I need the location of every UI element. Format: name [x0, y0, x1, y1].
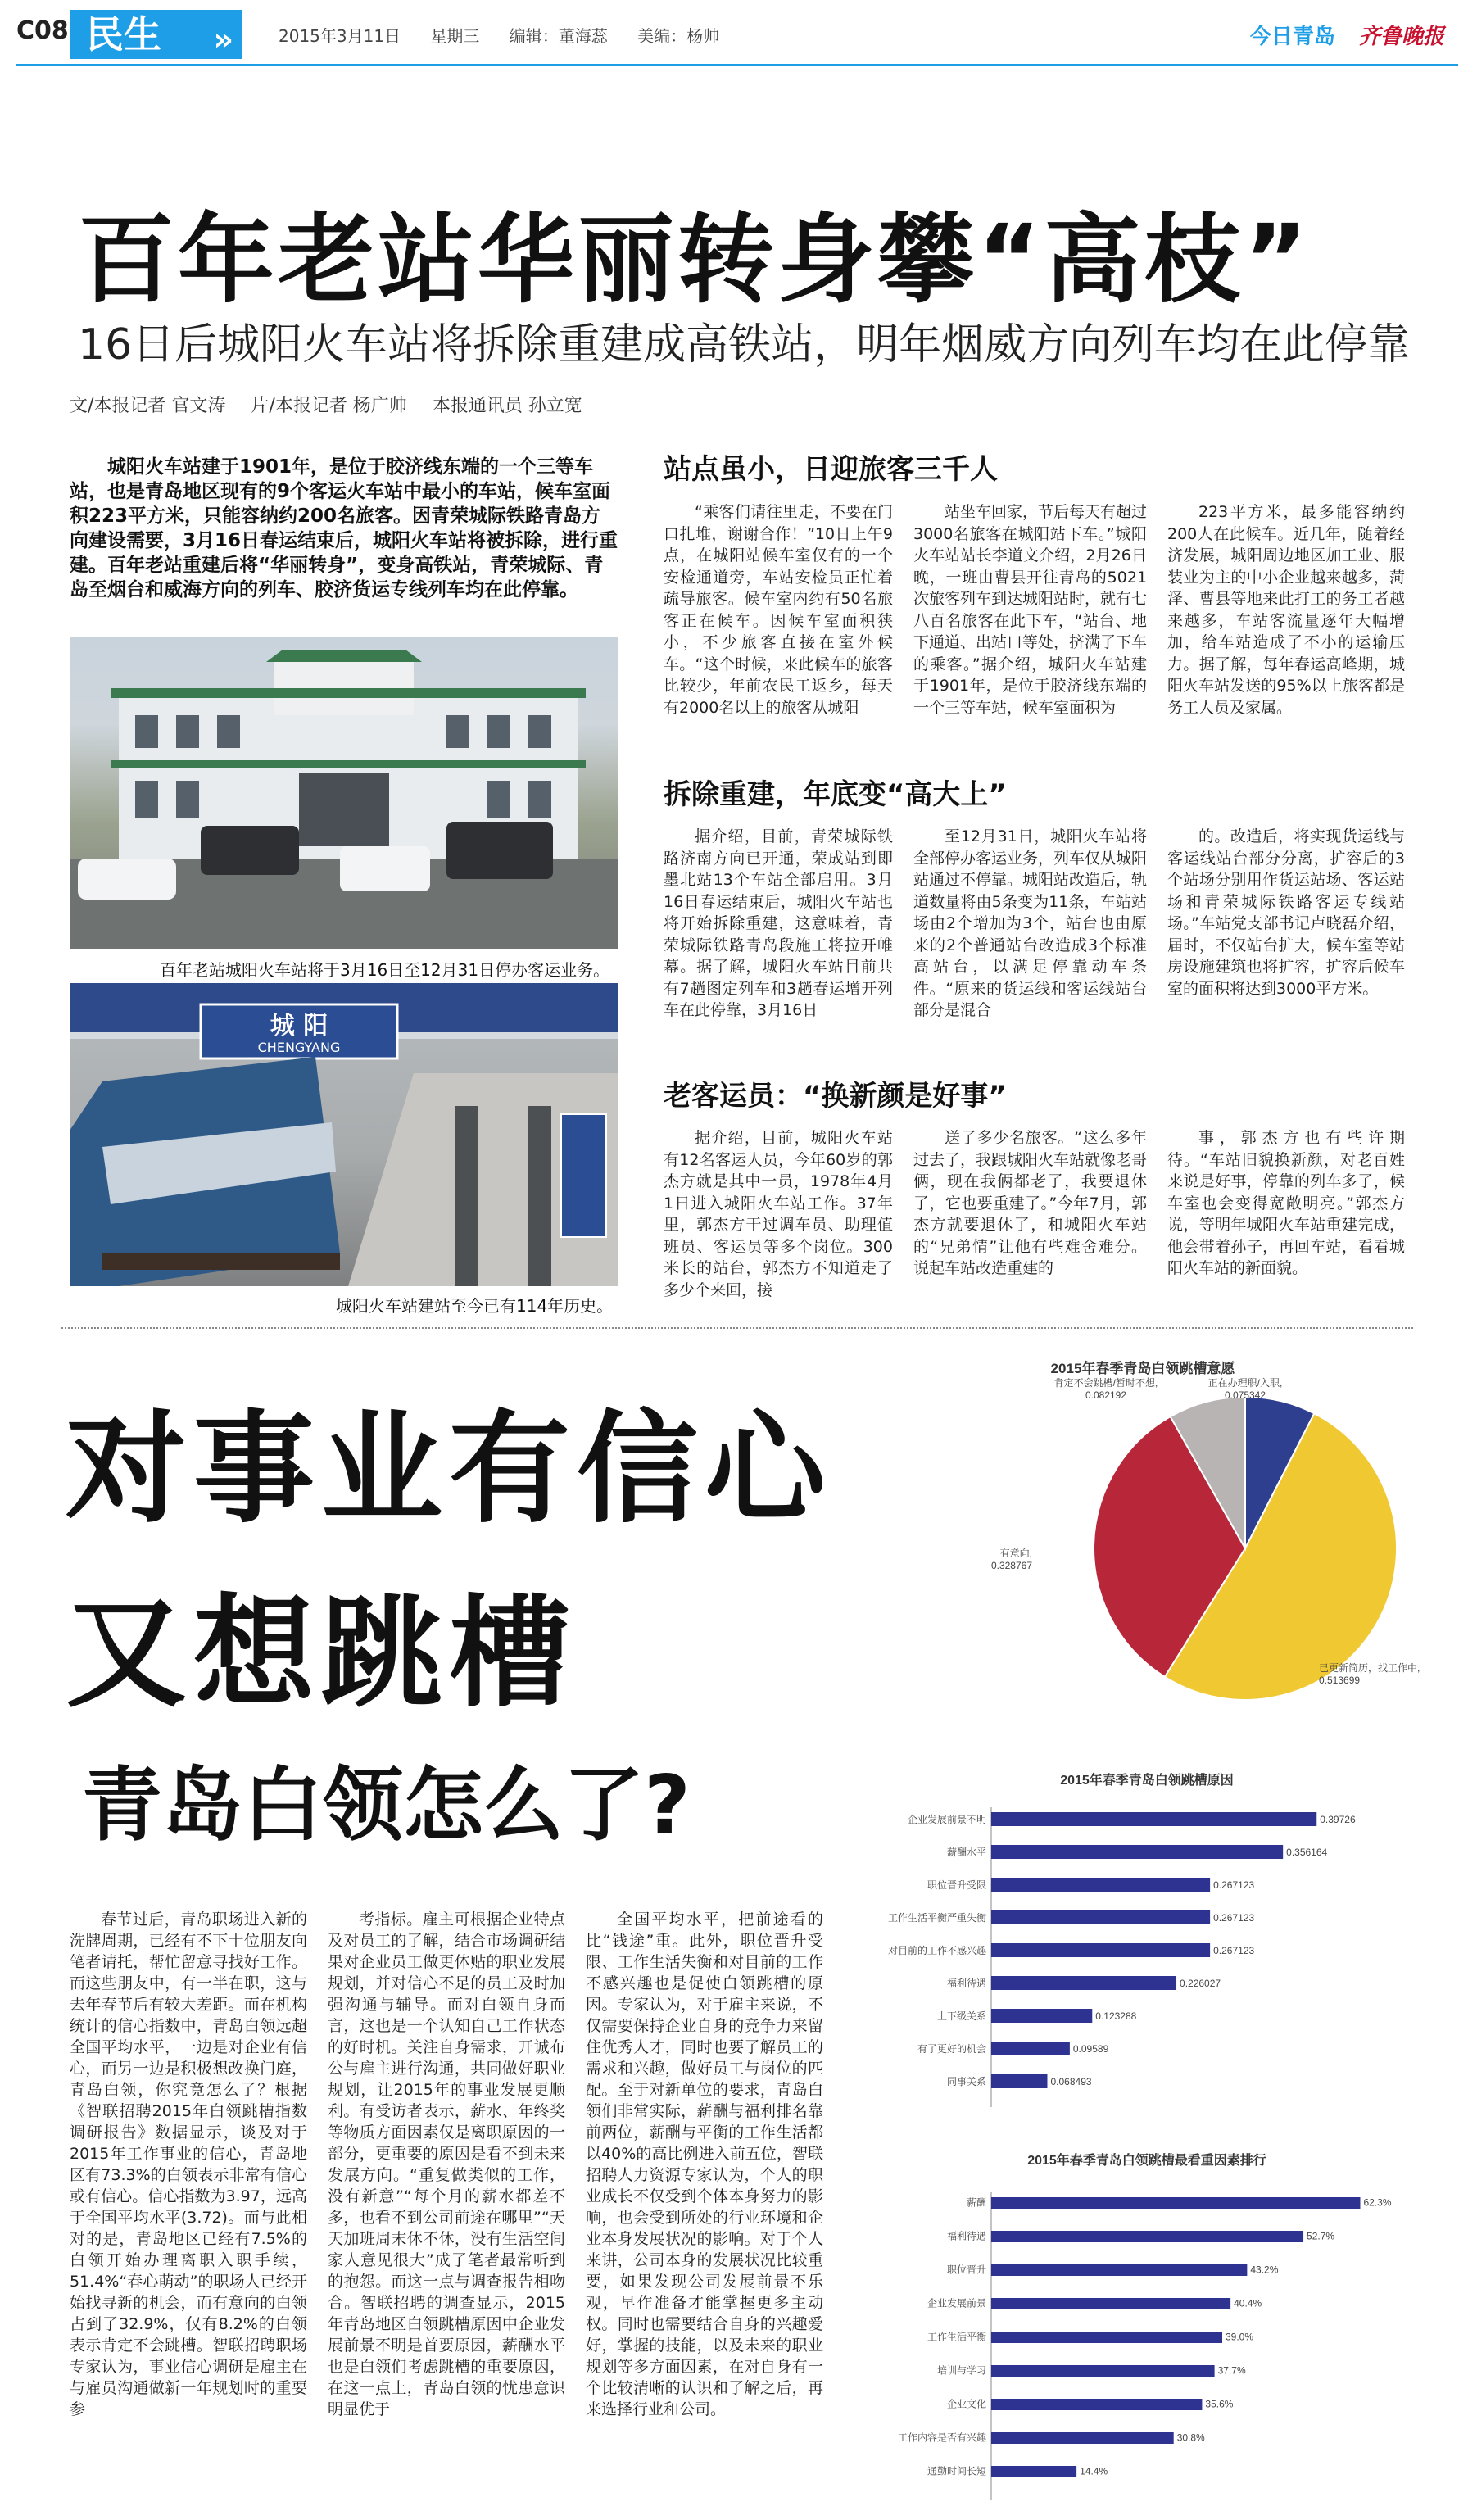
- bar-chart-factors-panel: [868, 2138, 1425, 2507]
- station-sign-en: CHENGYANG: [257, 1040, 341, 1055]
- issue-editor: 编辑：董海蕊: [509, 26, 608, 46]
- station-building-illustration: [70, 637, 618, 949]
- section-label: 民生: [86, 12, 161, 57]
- bar: [991, 2432, 1174, 2444]
- bar-value-label: 39.0%: [1226, 2331, 1254, 2343]
- bar-value-label: 0.356164: [1286, 1846, 1328, 1858]
- section1-col3: [1167, 501, 1405, 747]
- article2-col2: [328, 1909, 565, 2507]
- paragraph: 223平方米，最多能容纳约200人在此候车。近几年，随着经济发展，城阳周边地区加工业、服装业为主的中小企业越来越多，菏泽、曹县等地来此打工的务工者越来越多，车站客流量逐年大幅增加，给车站造成了不小的运输压力。据了解，每年春运高峰期，城阳火车站发送的95%以上旅客都是务工人员及家属。: [1167, 503, 1405, 717]
- section2-col1: [664, 826, 893, 1055]
- bar-category-label: 企业文化: [946, 2398, 986, 2410]
- paragraph: 的。改造后，将实现货运线与客运线站台部分分离，扩容后的3个站场分别用作货运站场、客运站场和青荣城际铁路客运专线站场。”车站党支部书记卢晓磊介绍，届时，不仅站台扩大，候车室等站房设施建筑也将扩容，扩容后候车室的面积将达到3000平方米。: [1167, 827, 1405, 998]
- page-header: [0, 0, 1477, 66]
- section2-col3: [1167, 826, 1405, 1055]
- article2-col1: [70, 1909, 307, 2507]
- page-number: C08: [16, 16, 69, 45]
- section3-col2: [913, 1127, 1147, 1316]
- article2-headline-line1: 对事业有信心: [66, 1398, 832, 1539]
- bar-category-label: 上下级关系: [936, 2010, 986, 2022]
- section-tag: [70, 10, 242, 59]
- article1-subhead: 16日后城阳火车站将拆除重建成高铁站，明年烟威方向列车均在此停靠: [78, 320, 1411, 369]
- bar: [991, 2009, 1092, 2023]
- pie-slice-value-label: 0.513699: [1319, 1675, 1361, 1686]
- article2-headline-line2: 又想跳槽: [66, 1583, 577, 1724]
- bar-value-label: 0.068493: [1050, 2075, 1092, 2087]
- double-chevron-icon: »: [213, 21, 233, 57]
- station-platform-photo: [70, 983, 618, 1286]
- issue-date: 2015年3月11日: [279, 26, 401, 46]
- photo1-caption: 百年老站城阳火车站将于3月16日至12月31日停办客运业务。: [160, 960, 610, 980]
- article2-col3: [586, 1909, 823, 2507]
- bar-value-label: 37.7%: [1217, 2364, 1246, 2377]
- section1-col1: [664, 501, 893, 747]
- bar-value-label: 35.6%: [1205, 2398, 1234, 2410]
- header-rule: [16, 64, 1458, 66]
- pie-chart-panel: [860, 1327, 1425, 1737]
- bar-category-label: 企业发展前景不明: [907, 1813, 986, 1825]
- section1-col2: [913, 501, 1147, 747]
- bar-category-label: 有了更好的机会: [917, 2042, 986, 2055]
- bar: [991, 1910, 1210, 1924]
- byline-correspondent: 本报通讯员 孙立宽: [432, 396, 582, 416]
- bar-value-label: 0.267123: [1213, 1911, 1255, 1924]
- bar-value-label: 0.39726: [1320, 1813, 1356, 1825]
- section1-title: 站点虽小，日迎旅客三千人: [664, 453, 998, 486]
- section3-col3: [1167, 1127, 1405, 1316]
- bar: [991, 2264, 1247, 2276]
- bar-chart-reasons-panel: [868, 1761, 1425, 2122]
- bar-category-label: 福利待遇: [946, 1977, 986, 1989]
- bar-value-label: 0.123288: [1095, 2010, 1137, 2022]
- bar-category-label: 薪酬: [966, 2196, 986, 2209]
- station-sign-cn: 城 阳: [270, 1012, 328, 1040]
- article1-byline: [70, 392, 602, 417]
- bar-category-label: 工作生活平衡严重失衡: [887, 1911, 986, 1924]
- bar: [991, 2298, 1230, 2309]
- paragraph: 事，郭杰方也有些许期待。“车站旧貌换新颜，对老百姓来说是好事，停靠的列车多了，候车室也会变得宽敞明亮。”郭杰方说，等明年城阳火车站重建完成，他会带着孙子，再回车站，看看城阳火车站的新面貌。: [1167, 1129, 1405, 1277]
- bar-value-label: 62.3%: [1363, 2196, 1392, 2209]
- issue-meta: [279, 23, 744, 47]
- bar-category-label: 通勤时间长短: [927, 2465, 986, 2477]
- bar-category-label: 培训与学习: [936, 2364, 986, 2377]
- bar-category-label: 企业发展前景: [927, 2297, 986, 2309]
- paragraph: 春节过后，青岛职场进入新的洗牌周期，已经有不下十位朋友向笔者请托，帮忙留意寻找好工作。而这些朋友中，有一半在职，这与去年春节后有较大差距。而在机构统计的信心指数中，青岛白领远超全国平均水平，一边是对企业有信心，而另一边是积极想改换门庭，青岛白领，你究竟怎么了？根据《智联招聘2015年白领跳槽指数调研报告》数据显示，谈及对于2015年工作事业的信心，青岛地区有73.3%的白领表示非常有信心或有信心。信心指数为3.97，远高于全国平均水平(3.72)。而与此相对的是，青岛地区已经有7.5%的白领开始办理离职入职手续，51.4%“春心萌动”的职场人已经开始找寻新的机会，而有意向的白领占到了32.9%，仅有8.2%的白领表示肯定不会跳槽。智联招聘职场专家认为，事业信心调研是雇主在与雇员沟通做新一年规划时的重要参: [70, 1910, 307, 2418]
- bar: [991, 1878, 1210, 1892]
- bar-value-label: 43.2%: [1250, 2264, 1279, 2276]
- paragraph: 考指标。雇主可根据企业特点及对员工的了解，结合市场调研结果对企业员工做更体贴的职业发展规划，并对信心不足的员工及时加强沟通与辅导。而对白领自身而言，这也是一个认知自己工作状态的好时机。关注自身需求，开诚布公与雇主进行沟通，共同做好职业规划，让2015年的事业发展更顺利。有受访者表示，薪水、年终奖等物质方面因素仅是离职原因的一部分，更重要的原因是看不到未来发展方向。“重复做类似的工作，没有新意”“每个月的薪水都差不多，也看不到公司前途在哪里”“天天加班周末休不休，没有生活空间家人意见很大”成了笔者最常听到的抱怨。而这一点与调查报告相吻合。智联招聘的调查显示，2015年青岛地区白领跳槽原因中企业发展前景不明是首要原因，薪酬水平也是白领们考虑跳槽的重要原因，在这一点上，青岛白领的忧患意识明显优于: [328, 1910, 565, 2418]
- bar-category-label: 薪酬水平: [946, 1846, 986, 1858]
- platform-illustration: [70, 983, 618, 1286]
- bar-chart-factors: [868, 2138, 1425, 2507]
- pie-slice-label: 正在办理职/入职,: [1207, 1377, 1283, 1389]
- bar: [991, 1845, 1283, 1859]
- station-building-photo: [70, 637, 618, 949]
- bar-category-label: 工作生活平衡: [927, 2331, 986, 2343]
- masthead-right: [1250, 20, 1444, 50]
- pie-slice-value-label: 0.075342: [1224, 1389, 1266, 1401]
- issue-weekday: 星期三: [430, 26, 480, 46]
- article1-lead: 城阳火车站建于1901年，是位于胶济线东端的一个三等车站，也是青岛地区现有的9个客运火车站中最小的车站，候车室面积223平方米，只能容纳约200名旅客。因青荣城际铁路青岛方向建设需要，3月16日春运结束后，城阳火车站将被拆除，进行重建。百年老站重建后将“华丽转身”，变身高铁站，青荣城际、青岛至烟台和威海方向的列车、胶济货运专线列车均在此停靠。: [70, 456, 618, 601]
- region-label: 今日青岛: [1249, 25, 1335, 49]
- bar-value-label: 14.4%: [1080, 2465, 1108, 2477]
- pie-chart-title: 2015年春季青岛白领跳槽意愿: [1050, 1361, 1235, 1376]
- bar-value-label: 52.7%: [1307, 2230, 1335, 2242]
- paragraph: 送了多少名旅客。“这么多年过去了，我跟城阳火车站就像老哥俩，现在我俩都老了，我要退休了，它也要重建了。”今年7月，郭杰方就要退休了，和城阳火车站的“兄弟情”让他有些难舍难分。说起车站改造重建的: [913, 1129, 1147, 1277]
- byline-writer: 文/本报记者 官文涛: [70, 396, 226, 416]
- pie-chart: [860, 1327, 1425, 1737]
- byline-photographer: 片/本报记者 杨广帅: [251, 396, 407, 416]
- bar: [991, 2332, 1222, 2343]
- bar-value-label: 40.4%: [1234, 2297, 1262, 2309]
- bar: [991, 2399, 1202, 2410]
- bar-chart-reasons: [868, 1761, 1425, 2122]
- bar: [991, 2365, 1215, 2377]
- section2-col2: [913, 826, 1147, 1055]
- pie-slice-value-label: 0.082192: [1085, 1389, 1127, 1401]
- bar-category-label: 对目前的工作不感兴趣: [887, 1944, 986, 1956]
- paragraph: 全国平均水平，把前途看的比“钱途”重。此外，职位晋升受限、工作生活失衡和对目前的工作不感兴趣也是促使白领跳槽的原因。专家认为，对于雇主来说，不仅需要保持企业自身的竞争力来留住优秀人才，同时也要了解员工的需求和兴趣，做好员工与岗位的匹配。至于对新单位的要求，青岛白领们非常实际，薪酬与福利排名靠前两位，薪酬与平衡的工作生活都以40%的高比例进入前五位，智联招聘人力资源专家认为，个人的职业成长不仅受到个体本身努力的影响，也会受到所处的行业环境和企业本身发展状况的影响。对于个人来讲，公司本身的发展状况比较重要，如果发现公司发展前景不乐观，早作准备才能掌握更多主动权。同时也需要结合自身的兴趣爱好，掌握的技能，以及未来的职业规划等多方面因素，在对自身有一个比较清晰的认识和了解之后，再来选择行业和公司。: [586, 1910, 823, 2418]
- article1-headline: 百年老站华丽转身攀“高枝”: [78, 203, 1312, 316]
- pie-slice-label: 已更新简历，找工作中,: [1319, 1662, 1420, 1674]
- newspaper-logo: 齐鲁晚报: [1358, 25, 1444, 49]
- bar-category-label: 福利待遇: [946, 2230, 986, 2242]
- bar: [991, 2231, 1303, 2242]
- bar: [991, 2074, 1047, 2088]
- paragraph: 站坐车回家，节后每天有超过3000名旅客在城阳站下车。”城阳火车站站长李道文介绍，2月26日晚，一班由曹县开往青岛的5021次旅客列车到达城阳站时，就有七八百名旅客在此下车，“站台、地下通道、出站口等处，挤满了下车的乘客。”据介绍，城阳火车站建于1901年，是位于胶济线东端的一个三等车站，候车室面积为: [913, 503, 1147, 717]
- photo2-caption: 城阳火车站建站至今已有114年历史。: [336, 1296, 614, 1316]
- bar: [991, 1812, 1316, 1826]
- paragraph: “乘客们请往里走，不要在门口扎堆，谢谢合作！”10日上午9点，在城阳站候车室仅有的一个安检通道旁，车站安检员正忙着疏导旅客。候车室内约有50名旅客正在候车。因候车室面积狭小，不少旅客直接在室外候车。“这个时候，来此候车的旅客比较少，年前农民工返乡，每天有2000名以上的旅客从城阳: [664, 503, 893, 717]
- section3-col1: [664, 1127, 893, 1316]
- bar: [991, 2466, 1076, 2477]
- bar-category-label: 工作内容是否有兴趣: [897, 2432, 986, 2444]
- bar: [991, 1976, 1176, 1990]
- bar: [991, 1943, 1210, 1957]
- section2-title: 拆除重建，年底变“高大上”: [664, 778, 1007, 811]
- bar-category-label: 同事关系: [946, 2075, 986, 2087]
- bar-chart-reasons-title: 2015年春季青岛白领跳槽原因: [1060, 1774, 1234, 1788]
- pie-slice-label: 有意向,: [999, 1548, 1032, 1559]
- bar: [991, 2042, 1070, 2055]
- paragraph: 据介绍，目前，城阳火车站有12名客运人员，今年60岁的郭杰方就是其中一员，1978年4月1日进入城阳火车站工作。37年里，郭杰方干过调车员、助理值班员、客运员等多个岗位。300米长的站台，郭杰方不知道走了多少个来回，接: [664, 1129, 893, 1299]
- bar-value-label: 0.267123: [1213, 1879, 1255, 1891]
- bar-category-label: 职位晋升: [946, 2264, 986, 2276]
- paragraph: 据介绍，目前，青荣城际铁路济南方向已开通，荣成站到即墨北站13个车站全部启用。3月16日春运结束后，城阳火车站也将开始拆除重建，这意味着，青荣城际铁路青岛段施工将拉开帷幕。据了解，城阳火车站目前共有7趟图定列车和3趟春运增开列车在此停靠，3月16日: [664, 827, 893, 1019]
- bar-value-label: 0.267123: [1213, 1944, 1255, 1956]
- article2-headline-line3: 青岛白领怎么了?: [82, 1759, 691, 1852]
- bar-value-label: 0.226027: [1180, 1977, 1221, 1989]
- bar-value-label: 30.8%: [1176, 2432, 1205, 2444]
- bar-value-label: 0.09589: [1072, 2042, 1109, 2055]
- issue-art-editor: 美编：杨帅: [637, 26, 720, 46]
- pie-slice-label: 肯定不会跳槽/暂时不想,: [1053, 1377, 1158, 1389]
- bar: [991, 2197, 1360, 2209]
- section3-title: 老客运员：“换新颜是好事”: [664, 1080, 1007, 1113]
- bar-category-label: 职位晋升受限: [927, 1879, 986, 1891]
- bar-chart-factors-title: 2015年春季青岛白领跳槽最看重因素排行: [1027, 2154, 1266, 2168]
- paragraph: 至12月31日，城阳火车站将全部停办客运业务，列车仅从城阳站通过不停靠。城阳站改造后，轨道数量将由5条变为11条，车站站场由2个增加为3个，站台也由原来的2个普通站台改造成3个标准高站台，以满足停靠动车条件。“原来的货运线和客运线站台部分是混合: [913, 827, 1147, 1019]
- pie-slice-value-label: 0.328767: [990, 1560, 1032, 1571]
